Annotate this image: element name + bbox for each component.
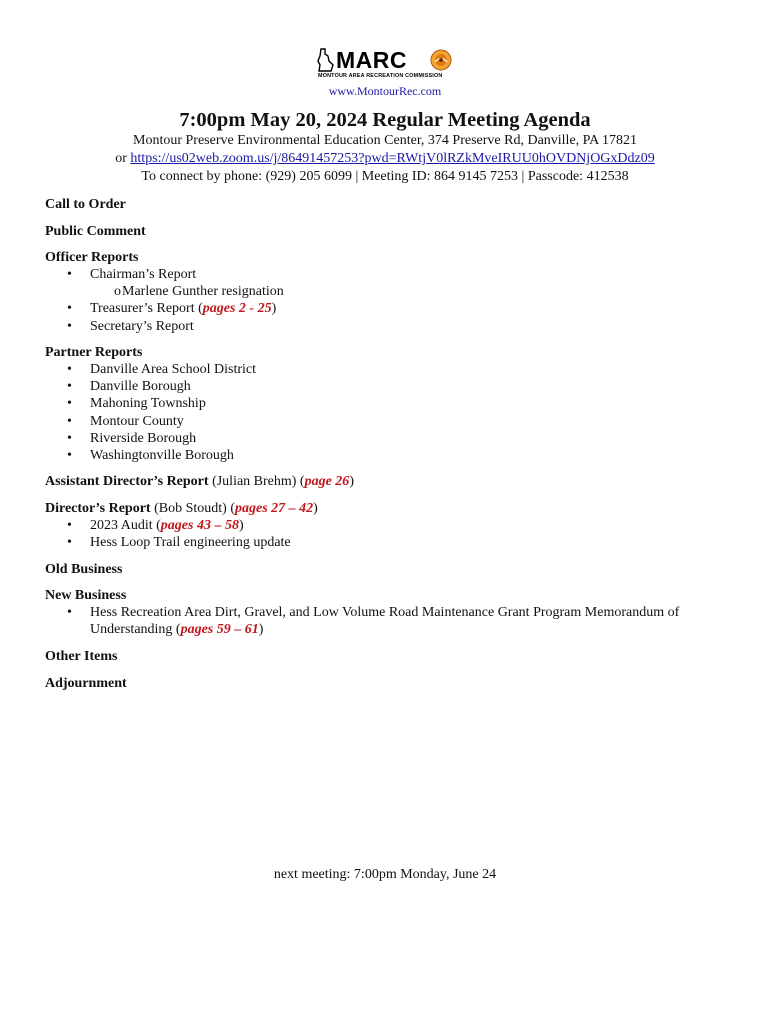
old-business: Old Business <box>45 561 123 577</box>
assistant-director-heading: Assistant Director’s Report <box>45 474 209 490</box>
call-to-order: Call to Order <box>45 197 126 212</box>
phone-line: To connect by phone: (929) 205 6099 | Meeting ID: 864 9145 7253 | Passcode: 412538 <box>141 169 629 184</box>
logo-subtitle: MONTOUR AREA RECREATION COMMISSION <box>318 73 443 79</box>
adjournment: Adjournment <box>45 675 127 691</box>
list-item: • Danville Borough <box>67 379 191 395</box>
list-item: • Chairman’s Report <box>67 267 197 283</box>
list-item: • Hess Loop Trail engineering update <box>67 535 291 551</box>
list-item: • Hess Recreation Area Dirt, Gravel, and Low Volume Road Maintenance Grant Program Memorandum of Understanding (pages 59 – 61) <box>67 605 680 638</box>
list-item: • 2023 Audit (pages 43 – 58) <box>67 518 244 533</box>
page-reference: pages 27 – 42 <box>235 500 314 516</box>
logo-wordmark: MARC <box>336 47 407 73</box>
bullet-icon: • <box>67 379 72 395</box>
list-item: • Treasurer’s Report (pages 2 - 25) <box>67 301 277 317</box>
list-item: • Mahoning Township <box>67 396 206 412</box>
bullet-icon: • <box>67 413 72 429</box>
bullet-icon: • <box>67 430 72 446</box>
next-meeting: next meeting: 7:00pm Monday, June 24 <box>273 867 497 882</box>
public-comment: Public Comment <box>45 223 146 239</box>
officer-reports-section <box>45 249 735 334</box>
zoom-line <box>0 151 770 167</box>
bullet-icon: • <box>67 447 72 463</box>
page-reference: page 26 <box>304 474 350 490</box>
list-item: • Washingtonville Borough <box>67 447 234 463</box>
zoom-link[interactable]: https://us02web.zoom.us/j/86491457253?pwd=RWtjV0lRZkMveIRUU0hOVDNjOGxDdz09 <box>130 151 655 166</box>
page-reference: pages 43 – 58 <box>160 518 239 533</box>
list-item: • Danville Area School District <box>67 362 257 378</box>
new-business-heading: New Business <box>45 588 127 604</box>
agenda-body <box>45 196 735 701</box>
list-item: • Montour County <box>67 413 184 429</box>
bullet-icon: • <box>67 535 72 551</box>
sun-logo-icon <box>430 49 452 71</box>
bullet-icon: • <box>67 267 72 283</box>
list-item: o Marlene Gunther resignation <box>114 284 284 300</box>
new-business-section <box>45 587 735 638</box>
assistant-director-report: Assistant Director’s Report (Julian Brehm) (page 26) <box>45 474 354 490</box>
zoom-prefix: or <box>115 151 131 166</box>
other-items: Other Items <box>45 649 118 665</box>
bullet-icon: • <box>67 396 72 412</box>
page-reference: pages 59 – 61 <box>180 622 259 638</box>
bullet-icon: • <box>67 362 72 378</box>
circle-bullet-icon: o <box>114 284 121 300</box>
website-link[interactable]: www.MontourRec.com <box>328 84 442 98</box>
marc-logo <box>316 48 456 84</box>
meeting-location: Montour Preserve Environmental Education Center, 374 Preserve Rd, Danville, PA 17821 <box>133 133 637 148</box>
bullet-icon: • <box>67 518 72 533</box>
page-reference: pages 2 - 25 <box>202 301 272 317</box>
list-item: • Riverside Borough <box>67 430 197 446</box>
list-item: • Secretary’s Report <box>67 318 194 334</box>
partner-reports-heading: Partner Reports <box>45 345 143 361</box>
director-report-section: Director’s Report (Bob Stoudt) (pages 27 – 42) • 2023 Audit (pages 43 – 58) • Hess Loop Trail engineering update <box>45 500 735 551</box>
director-heading: Director’s Report <box>45 500 151 516</box>
page-title: 7:00pm May 20, 2024 Regular Meeting Agenda <box>179 109 591 131</box>
partner-reports-section <box>45 344 735 464</box>
bullet-icon: • <box>67 318 72 334</box>
bullet-icon: • <box>67 301 72 317</box>
state-outline-icon <box>316 48 334 72</box>
bullet-icon: • <box>67 605 72 621</box>
officer-reports-heading: Officer Reports <box>45 250 139 266</box>
